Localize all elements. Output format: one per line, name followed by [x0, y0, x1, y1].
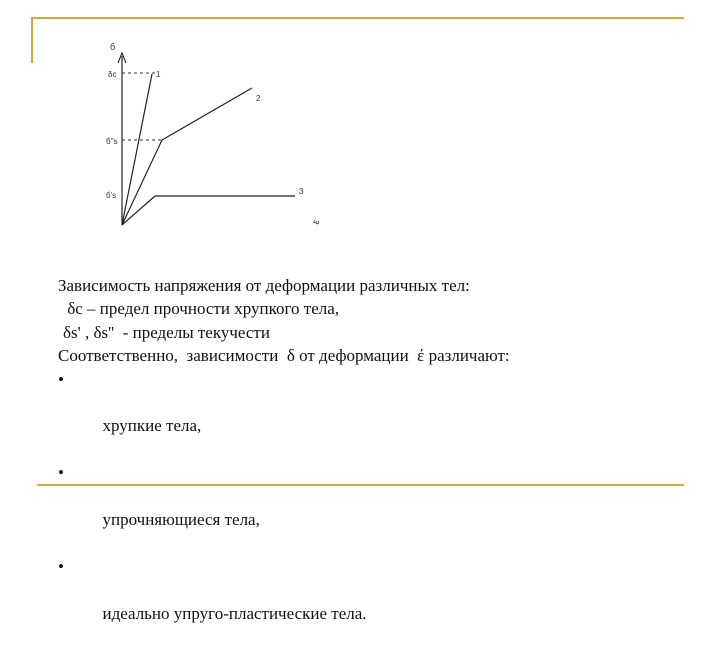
- body-type-list: [58, 368, 678, 649]
- tick-label-ultimate: δc: [108, 70, 117, 79]
- frame-bottom-rule: [37, 484, 684, 486]
- accordingly-line: Соответственно, зависимости δ от деформации έ различают:: [58, 346, 510, 366]
- tick-label-yield-2: б''s: [106, 137, 118, 146]
- list-item: [58, 555, 678, 649]
- curve-1-label: 1: [156, 70, 161, 79]
- curve-2-label: 2: [256, 94, 261, 103]
- list-item: [58, 461, 678, 555]
- ultimate-strength-line: δc – предел прочности хрупкого тела,: [63, 299, 340, 319]
- y-axis-symbol: б: [110, 42, 116, 52]
- bullet-icon: •: [58, 463, 64, 483]
- stress-strain-graph: [0, 0, 720, 260]
- list-item-text: хрупкие тела,: [102, 416, 202, 436]
- x-axis-symbol: ε: [310, 218, 323, 227]
- tick-label-yield-1: б's: [106, 191, 117, 200]
- yield-limits-line: δs' , δs'' - пределы текучести: [63, 322, 270, 342]
- list-item-text: идеально упруго-пластические тела.: [102, 603, 367, 623]
- curve-2-strengthening: [122, 88, 252, 225]
- curve-3-label: 3: [299, 187, 304, 196]
- heading-line: Зависимость напряжения от деформации различных тел:: [58, 276, 470, 295]
- slide-body-text: [58, 274, 678, 649]
- list-item-text: упрочняющиеся тела,: [102, 510, 260, 530]
- list-item: [58, 368, 678, 462]
- bullet-icon: •: [58, 556, 64, 576]
- bullet-icon: •: [58, 369, 64, 389]
- curve-3-elastic-plastic: [122, 196, 295, 225]
